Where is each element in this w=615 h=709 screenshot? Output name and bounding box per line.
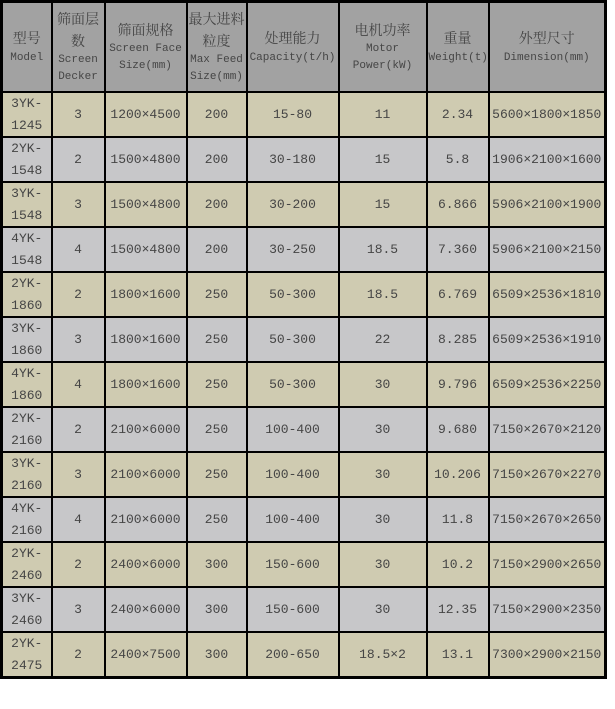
cell-motor-power: 30 xyxy=(339,542,427,587)
table-row xyxy=(2,407,606,452)
cell-max-feed: 250 xyxy=(187,452,247,497)
cell-capacity: 100-400 xyxy=(247,407,339,452)
cell-weight: 7.360 xyxy=(427,227,489,272)
cell-weight: 13.1 xyxy=(427,632,489,678)
cell-weight: 9.796 xyxy=(427,362,489,407)
cell-screen-size: 2100×6000 xyxy=(105,452,187,497)
cell-screen-decker: 3 xyxy=(52,317,105,362)
cell-screen-size: 2400×6000 xyxy=(105,587,187,632)
cell-motor-power: 18.5×2 xyxy=(339,632,427,678)
cell-motor-power: 18.5 xyxy=(339,227,427,272)
cell-screen-size: 2100×6000 xyxy=(105,497,187,542)
table-row xyxy=(2,137,606,182)
col-header-max-feed-size-en: Max Feed Size(mm) xyxy=(190,54,243,84)
cell-model: 4YK-1548 xyxy=(2,227,52,272)
cell-screen-size: 1500×4800 xyxy=(105,182,187,227)
cell-model: 2YK-1548 xyxy=(2,137,52,182)
col-header-model-en: Model xyxy=(10,51,44,64)
cell-screen-decker: 2 xyxy=(52,542,105,587)
table-row xyxy=(2,92,606,137)
cell-weight: 8.285 xyxy=(427,317,489,362)
table-row xyxy=(2,362,606,407)
cell-max-feed: 250 xyxy=(187,497,247,542)
cell-screen-decker: 4 xyxy=(52,497,105,542)
cell-model: 3YK-2160 xyxy=(2,452,52,497)
cell-max-feed: 300 xyxy=(187,542,247,587)
cell-weight: 10.2 xyxy=(427,542,489,587)
cell-max-feed: 200 xyxy=(187,137,247,182)
cell-screen-decker: 4 xyxy=(52,227,105,272)
cell-screen-size: 1800×1600 xyxy=(105,362,187,407)
col-header-capacity-cn: 处理能力 xyxy=(264,30,321,47)
cell-capacity: 150-600 xyxy=(247,542,339,587)
cell-motor-power: 18.5 xyxy=(339,272,427,317)
cell-capacity: 50-300 xyxy=(247,272,339,317)
cell-dimension: 6509×2536×1810 xyxy=(489,272,606,317)
cell-dimension: 5600×1800×1850 xyxy=(489,92,606,137)
cell-max-feed: 300 xyxy=(187,632,247,678)
cell-screen-decker: 2 xyxy=(52,407,105,452)
cell-motor-power: 30 xyxy=(339,452,427,497)
col-header-capacity xyxy=(247,2,339,93)
table-row xyxy=(2,497,606,542)
cell-screen-decker: 2 xyxy=(52,137,105,182)
cell-max-feed: 250 xyxy=(187,407,247,452)
cell-screen-decker: 3 xyxy=(52,587,105,632)
cell-dimension: 6509×2536×2250 xyxy=(489,362,606,407)
cell-screen-size: 1500×4800 xyxy=(105,137,187,182)
cell-screen-size: 1800×1600 xyxy=(105,317,187,362)
cell-model: 3YK-2460 xyxy=(2,587,52,632)
header-row xyxy=(2,2,606,93)
cell-screen-size: 1800×1600 xyxy=(105,272,187,317)
table-row xyxy=(2,317,606,362)
col-header-motor-power-cn: 电机功率 xyxy=(354,21,411,38)
table-row xyxy=(2,587,606,632)
col-header-dimension-en: Dimension(mm) xyxy=(503,51,590,64)
col-header-model-cn: 型号 xyxy=(12,30,41,47)
cell-dimension: 7150×2670×2650 xyxy=(489,497,606,542)
cell-weight: 6.866 xyxy=(427,182,489,227)
cell-motor-power: 11 xyxy=(339,92,427,137)
cell-dimension: 5906×2100×1900 xyxy=(489,182,606,227)
cell-model: 4YK-1860 xyxy=(2,362,52,407)
cell-dimension: 7300×2900×2150 xyxy=(489,632,606,678)
cell-weight: 11.8 xyxy=(427,497,489,542)
col-header-motor-power xyxy=(339,2,427,93)
cell-dimension: 5906×2100×2150 xyxy=(489,227,606,272)
cell-weight: 5.8 xyxy=(427,137,489,182)
cell-dimension: 1906×2100×1600 xyxy=(489,137,606,182)
cell-dimension: 7150×2900×2650 xyxy=(489,542,606,587)
cell-motor-power: 22 xyxy=(339,317,427,362)
col-header-model xyxy=(2,2,52,93)
cell-max-feed: 250 xyxy=(187,317,247,362)
cell-screen-decker: 3 xyxy=(52,182,105,227)
cell-screen-decker: 4 xyxy=(52,362,105,407)
col-header-screen-decker-en: Screen Decker xyxy=(58,54,98,84)
cell-screen-decker: 3 xyxy=(52,92,105,137)
cell-capacity: 50-300 xyxy=(247,317,339,362)
col-header-screen-decker xyxy=(52,2,105,93)
cell-max-feed: 200 xyxy=(187,227,247,272)
cell-capacity: 100-400 xyxy=(247,497,339,542)
cell-model: 2YK-2475 xyxy=(2,632,52,678)
cell-screen-size: 1500×4800 xyxy=(105,227,187,272)
col-header-screen-face-size-cn: 筛面规格 xyxy=(117,21,174,38)
cell-screen-size: 1200×4500 xyxy=(105,92,187,137)
cell-model: 2YK-1860 xyxy=(2,272,52,317)
table-row xyxy=(2,542,606,587)
cell-capacity: 100-400 xyxy=(247,452,339,497)
col-header-max-feed-size-cn: 最大进料粒度 xyxy=(188,10,245,49)
cell-motor-power: 15 xyxy=(339,182,427,227)
cell-max-feed: 250 xyxy=(187,362,247,407)
col-header-screen-face-size-en: Screen Face Size(mm) xyxy=(109,43,182,73)
cell-model: 2YK-2160 xyxy=(2,407,52,452)
cell-screen-size: 2400×6000 xyxy=(105,542,187,587)
col-header-weight-en: Weight(t) xyxy=(428,51,488,64)
col-header-dimension-cn: 外型尺寸 xyxy=(518,30,575,47)
cell-motor-power: 15 xyxy=(339,137,427,182)
cell-max-feed: 300 xyxy=(187,587,247,632)
cell-capacity: 15-80 xyxy=(247,92,339,137)
col-header-screen-face-size xyxy=(105,2,187,93)
cell-model: 2YK-2460 xyxy=(2,542,52,587)
cell-motor-power: 30 xyxy=(339,587,427,632)
cell-screen-size: 2400×7500 xyxy=(105,632,187,678)
cell-capacity: 150-600 xyxy=(247,587,339,632)
cell-capacity: 200-650 xyxy=(247,632,339,678)
col-header-screen-decker-cn: 筛面层数 xyxy=(57,10,99,49)
cell-screen-decker: 3 xyxy=(52,452,105,497)
cell-screen-decker: 2 xyxy=(52,632,105,678)
cell-capacity: 30-250 xyxy=(247,227,339,272)
table-row xyxy=(2,452,606,497)
cell-dimension: 7150×2900×2350 xyxy=(489,587,606,632)
cell-model: 3YK-1245 xyxy=(2,92,52,137)
cell-capacity: 50-300 xyxy=(247,362,339,407)
table-row xyxy=(2,227,606,272)
cell-screen-decker: 2 xyxy=(52,272,105,317)
cell-weight: 10.206 xyxy=(427,452,489,497)
cell-weight: 2.34 xyxy=(427,92,489,137)
cell-dimension: 6509×2536×1910 xyxy=(489,317,606,362)
col-header-dimension xyxy=(489,2,606,93)
cell-max-feed: 200 xyxy=(187,92,247,137)
cell-capacity: 30-200 xyxy=(247,182,339,227)
table-row xyxy=(2,632,606,678)
cell-dimension: 7150×2670×2270 xyxy=(489,452,606,497)
cell-capacity: 30-180 xyxy=(247,137,339,182)
col-header-max-feed-size xyxy=(187,2,247,93)
cell-motor-power: 30 xyxy=(339,362,427,407)
cell-max-feed: 250 xyxy=(187,272,247,317)
table-body xyxy=(2,92,606,678)
cell-model: 3YK-1548 xyxy=(2,182,52,227)
cell-motor-power: 30 xyxy=(339,497,427,542)
cell-weight: 12.35 xyxy=(427,587,489,632)
cell-max-feed: 200 xyxy=(187,182,247,227)
cell-screen-size: 2100×6000 xyxy=(105,407,187,452)
col-header-weight xyxy=(427,2,489,93)
cell-model: 4YK-2160 xyxy=(2,497,52,542)
col-header-motor-power-en: Motor Power(kW) xyxy=(352,43,413,73)
cell-model: 3YK-1860 xyxy=(2,317,52,362)
col-header-capacity-en: Capacity(t/h) xyxy=(249,51,336,64)
cell-weight: 6.769 xyxy=(427,272,489,317)
table-row xyxy=(2,182,606,227)
col-header-weight-cn: 重量 xyxy=(443,30,472,47)
cell-dimension: 7150×2670×2120 xyxy=(489,407,606,452)
table-row xyxy=(2,272,606,317)
cell-motor-power: 30 xyxy=(339,407,427,452)
cell-weight: 9.680 xyxy=(427,407,489,452)
